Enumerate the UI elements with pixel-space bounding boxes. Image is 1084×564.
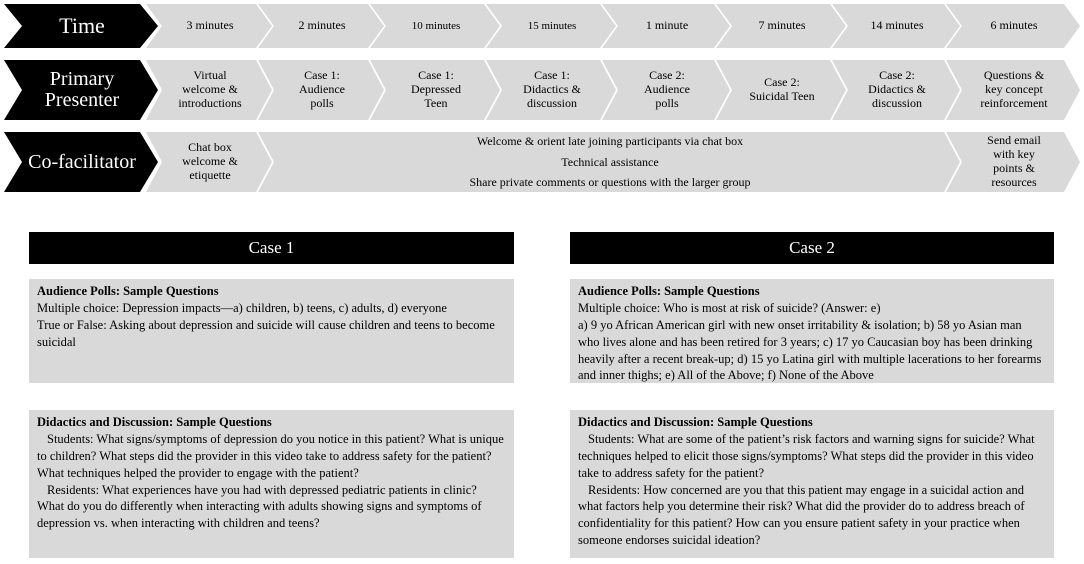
cofac-middle-line: Technical assistance [561, 154, 659, 169]
case1-polls-title: Audience Polls: Sample Questions [37, 284, 219, 298]
cofac-last-cell: Send email with key points & resources [987, 133, 1041, 189]
presenter-cell: Case 2: Suicidal Teen [749, 75, 815, 103]
case1-residents-text: Residents: What experiences have you had with depressed pediatric patients in clinic? What do you do differently when interacting with adults showing signs and symptoms of depression vs. when interacting with children and teens? [37, 482, 482, 531]
time-row-label: Time [59, 13, 105, 39]
case2-didactics-box [570, 410, 1054, 558]
time-cell: 3 minutes [186, 18, 234, 33]
time-cell: 14 minutes [870, 18, 924, 33]
presenter-cell: Case 2: Audience polls [644, 68, 690, 110]
case2-residents-text: Residents: How concerned are you that this patient may engage in a suicidal action and what factors help you determine their risk? What did the provider do to address breach of confidentiality for this patient? How can you ensure patient safety in your practice when someone endorses suicidal ideation? [578, 482, 1025, 548]
time-cell: 2 minutes [298, 18, 346, 33]
case1-polls-box [29, 279, 514, 383]
case1-students-text: Students: What signs/symptoms of depression do you notice in this patient? What is unique to children? What steps did the provider in this video take to address safety for the patient? What techniques helped the provider to engage with the patient? [37, 431, 504, 480]
time-cell: 1 minute [645, 18, 689, 33]
case1-didactics-title: Didactics and Discussion: Sample Questions [37, 415, 272, 429]
case2-poll-line: a) 9 yo African American girl with new onset irritability & isolation; b) 58 yo Asian man who lives alone and has been retired for 3 years; c) 17 yo Caucasian boy has been drinking heavily after a recent break-up; d) 15 yo Latina girl with multiple lacerations to her forearms and inner thighs; e) All of the Above; f) None of the Above [578, 317, 1042, 383]
case2-polls-box [570, 279, 1054, 383]
case2-header: Case 2 [570, 232, 1054, 264]
time-cell: 10 minutes [411, 19, 461, 32]
case1-didactics-box [29, 410, 514, 558]
presenter-cell: Virtual welcome & introductions [178, 68, 242, 110]
time-cell: 6 minutes [990, 18, 1038, 33]
time-cell: 7 minutes [758, 18, 806, 33]
presenter-cell: Case 2: Didactics & discussion [868, 68, 926, 110]
cofac-middle-cell [260, 134, 960, 190]
case1-poll-line: True or False: Asking about depression and suicide will cause children and teens to become suicidal [37, 317, 495, 349]
case2-polls-title: Audience Polls: Sample Questions [578, 284, 760, 298]
cofac-first-cell: Chat box welcome & etiquette [182, 140, 238, 182]
presenter-cell: Case 1: Didactics & discussion [523, 68, 581, 110]
case2-students-text: Students: What are some of the patient’s risk factors and warning signs for suicide? What techniques helped to elicit those signs/symptoms? What steps did the provider in this video take to address safety for the patient? [578, 431, 1035, 480]
presenter-row-label: Primary Presenter [44, 68, 120, 111]
presenter-cell: Case 1: Audience polls [299, 68, 345, 110]
case2-poll-line: Multiple choice: Who is most at risk of suicide? (Answer: e) [578, 300, 881, 315]
cofac-row-label: Co-facilitator [28, 150, 136, 173]
case2-didactics-title: Didactics and Discussion: Sample Questions [578, 415, 813, 429]
time-cell: 15 minutes [527, 19, 577, 32]
cofac-middle-line: Share private comments or questions with the larger group [469, 175, 751, 189]
presenter-cell: Questions & key concept reinforcement [980, 68, 1048, 110]
session-flow [0, 0, 1084, 200]
presenter-cell: Case 1: Depressed Teen [411, 68, 461, 110]
case1-header: Case 1 [29, 232, 514, 264]
case1-poll-line: Multiple choice: Depression impacts—a) children, b) teens, c) adults, d) everyone [37, 300, 447, 315]
cofac-middle-line: Welcome & orient late joining participants via chat box [476, 134, 744, 148]
